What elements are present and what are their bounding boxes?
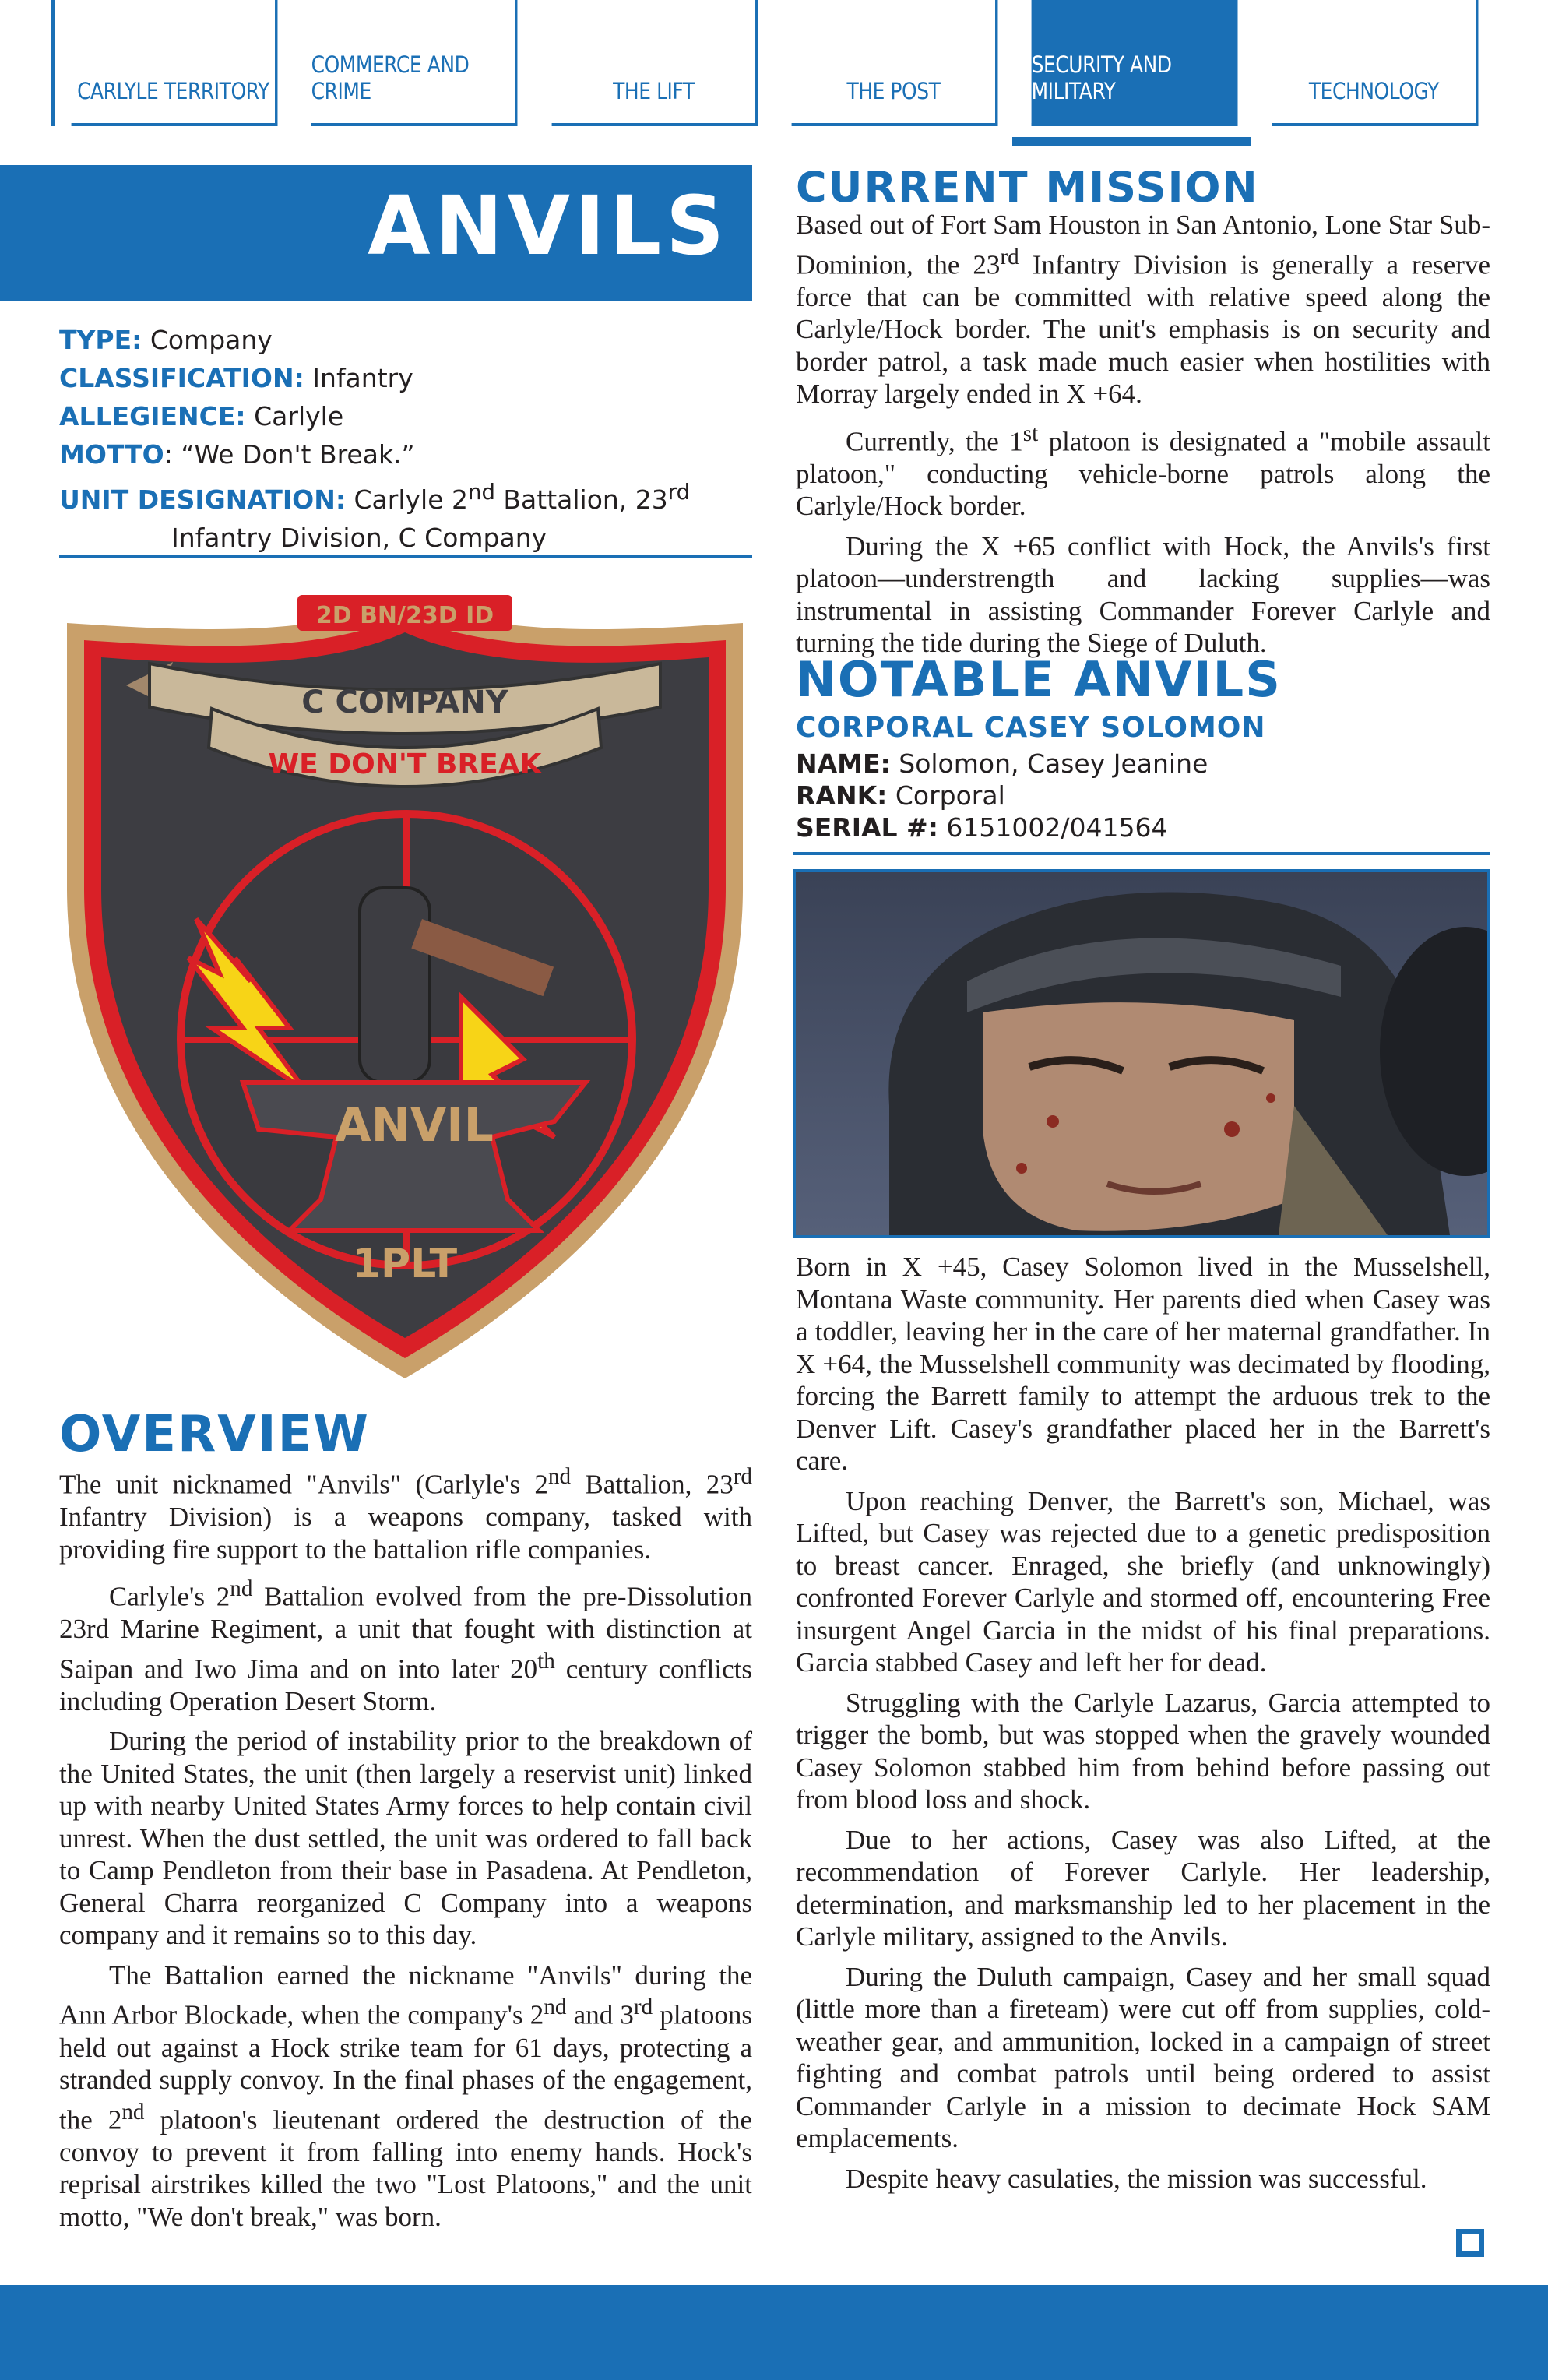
tab-label: THE POST — [846, 78, 941, 104]
divider — [59, 555, 752, 558]
emblem-top-text: 2D BN/23D ID — [315, 602, 494, 629]
bio-paragraph: Upon reaching Denver, the Barrett's son, Michael, was Lifted, but Casey was rejected due to a genetic predisposition to breast cancer. Enraged, she briefly (and unknowingly) confronted Forever Carlyle and stormed off, encountering Free insurgent Angel Garcia in the midst of his final preparations. Garcia stabbed Casey and left her for dead. — [796, 1485, 1490, 1678]
tab-label: COMMERCE AND CRIME — [311, 51, 470, 104]
current-mission-heading: CURRENT MISSION — [796, 163, 1259, 212]
emblem-bottom-text: 1PLT — [352, 1241, 458, 1287]
active-tab-indicator — [1012, 137, 1251, 146]
overview-paragraph: During the period of instability prior to the breakdown of the United States, the unit (then largely a reservist unit) linked up with nearby United States Army forces to help contain civil unrest. When the dust settled, the unit was ordered to fall back to Camp Pendleton from their base in Pasadena. At Pendleton, General Charra reorganized C Company into a weapons company and it remains so to this day. — [59, 1726, 752, 1951]
blood-spot — [1224, 1121, 1240, 1137]
tab-carlyle-territory[interactable] — [72, 0, 278, 126]
emblem-motto-text: WE DON'T BREAK — [268, 748, 542, 780]
hammer-head-icon — [360, 888, 430, 1083]
stat-motto: MOTTO: “We Don't Break.” — [59, 439, 415, 470]
portrait-image — [793, 869, 1490, 1238]
overview-paragraph: The Battalion earned the nickname "Anvils" during the Ann Arbor Blockade, when the company's 2nd and 3rd platoons held out against a Hock strike team for 61 days, protecting a stranded supply convoy. In the final phases of the engagement, the 2nd platoon's lieutenant ordered the destruction of the convoy to prevent it from falling into enemy hands. Hock's reprisal airstrikes killed the two "Lost Platoons," and the unit motto, "We don't break," was born. — [59, 1959, 752, 2232]
overview-body — [59, 1461, 752, 2241]
section-tabs — [51, 0, 1495, 126]
tab-commerce-and-crime[interactable] — [311, 0, 518, 126]
tab-label: CARLYLE TERRITORY — [77, 78, 269, 104]
divider — [793, 852, 1490, 855]
title-band — [0, 165, 752, 301]
bio-paragraph: Born in X +45, Casey Solomon lived in the Musselshell, Montana Waste community. Her parents died when Casey was a toddler, leaving her in the care of her maternal grandfather. In X +64, the Musselshell community was decimated by flooding, forcing the Barrett family to attempt the arduous trek to the Denver Lift. Casey's grandfather placed her in the Barrett's care. — [796, 1252, 1490, 1476]
stat-type: TYPE: Company — [59, 325, 273, 355]
footer-band — [0, 2285, 1548, 2380]
notable-name: NAME: Solomon, Casey Jeanine — [796, 748, 1208, 779]
notable-heading: NOTABLE ANVILS — [796, 651, 1282, 708]
stat-classification: CLASSIFICATION: Infantry — [59, 363, 413, 393]
soldier-portrait-illustration — [796, 872, 1487, 1235]
notable-rank: RANK: Corporal — [796, 780, 1005, 811]
bio-paragraph: Despite heavy casulaties, the mission was successful. — [846, 2163, 1427, 2194]
blood-spot — [1266, 1093, 1275, 1103]
unit-stats — [59, 321, 752, 557]
blood-spot — [1047, 1115, 1059, 1128]
unit-emblem — [56, 592, 754, 1386]
overview-heading: OVERVIEW — [59, 1406, 370, 1463]
current-mission-body — [796, 209, 1490, 667]
tab-label: THE LIFT — [612, 78, 695, 104]
stat-allegience: ALLEGIENCE: Carlyle — [59, 401, 344, 431]
emblem-company-text: C COMPANY — [301, 685, 508, 720]
bio-paragraph: Struggling with the Carlyle Lazarus, Garcia attempted to trigger the bomb, but was stopped when the gravely wounded Casey Solomon stabbed him from behind before passing out from blood loss and shock. — [796, 1687, 1490, 1815]
notable-bio — [796, 1251, 1490, 2202]
tab-label: SECURITY AND MILITARY — [1031, 51, 1172, 104]
notable-serial: SERIAL #: 6151002/041564 — [796, 812, 1168, 843]
mission-paragraph: Currently, the 1st platoon is designated a "mobile assault platoon," conducting vehicle-borne patrols along the Carlyle/Hock border. — [796, 421, 1490, 522]
tab-the-lift[interactable] — [551, 0, 758, 126]
mission-paragraph: During the X +65 conflict with Hock, the Anvils's first platoon—understrength and lacking supplies—was instrumental in assisting Commander Forever Carlyle and turning the tide during the Siege of Duluth. — [796, 530, 1490, 659]
stat-unit-designation-cont: Infantry Division, C Company — [171, 523, 547, 553]
bio-paragraph: During the Duluth campaign, Casey and her small squad (little more than a fireteam) were cut off from supplies, cold-weather gear, and ammunition, locked in a campaign of street fighting and combat patrols until being ordered to assist Commander Carlyle in a mission to decimate Hock SAM emplacements. — [796, 1961, 1490, 2153]
blood-spot — [1016, 1163, 1027, 1174]
overview-paragraph: The unit nicknamed "Anvils" (Carlyle's 2nd Battalion, 23rd Infantry Division) is a weapons company, tasked with providing fire support to the battalion rifle companies. — [59, 1464, 753, 1565]
tab-label: TECHNOLOGY — [1308, 78, 1439, 104]
face — [983, 1002, 1294, 1231]
emblem-center-text: ANVIL — [335, 1098, 494, 1153]
mission-paragraph: Based out of Fort Sam Houston in San Antonio, Lone Star Sub-Dominion, the 23rd Infantry Division is generally a reserve force that can be committed with relative speed along the Carlyle/Hock border. The unit's emphasis is on security and border patrol, a task made much easier when hostilities with Morray largely ended in X +64. — [796, 209, 1490, 410]
page-title: ANVILS — [368, 178, 729, 273]
bio-paragraph: Due to her actions, Casey was also Lifted, at the recommendation of Forever Carlyle. Her leadership, determination, and marksmanship led to her placement in the Carlyle military, assigned to the Anvils. — [796, 1824, 1490, 1952]
stat-unit-designation: UNIT DESIGNATION: Carlyle 2nd Battalion, 23rd — [59, 480, 691, 515]
overview-paragraph: Carlyle's 2nd Battalion evolved from the pre-Dissolution 23rd Marine Regiment, a unit that fought with distinction at Saipan and Iwo Jima and on into later 20th century conflicts including Operation Desert Storm. — [59, 1576, 752, 1716]
notable-subheading: CORPORAL CASEY SOLOMON — [796, 712, 1266, 744]
end-mark-icon — [1456, 2229, 1484, 2257]
tab-security-and-military[interactable] — [1032, 0, 1238, 126]
tab-technology[interactable] — [1272, 0, 1478, 126]
notable-info — [796, 748, 1208, 843]
tab-the-post[interactable] — [792, 0, 998, 126]
